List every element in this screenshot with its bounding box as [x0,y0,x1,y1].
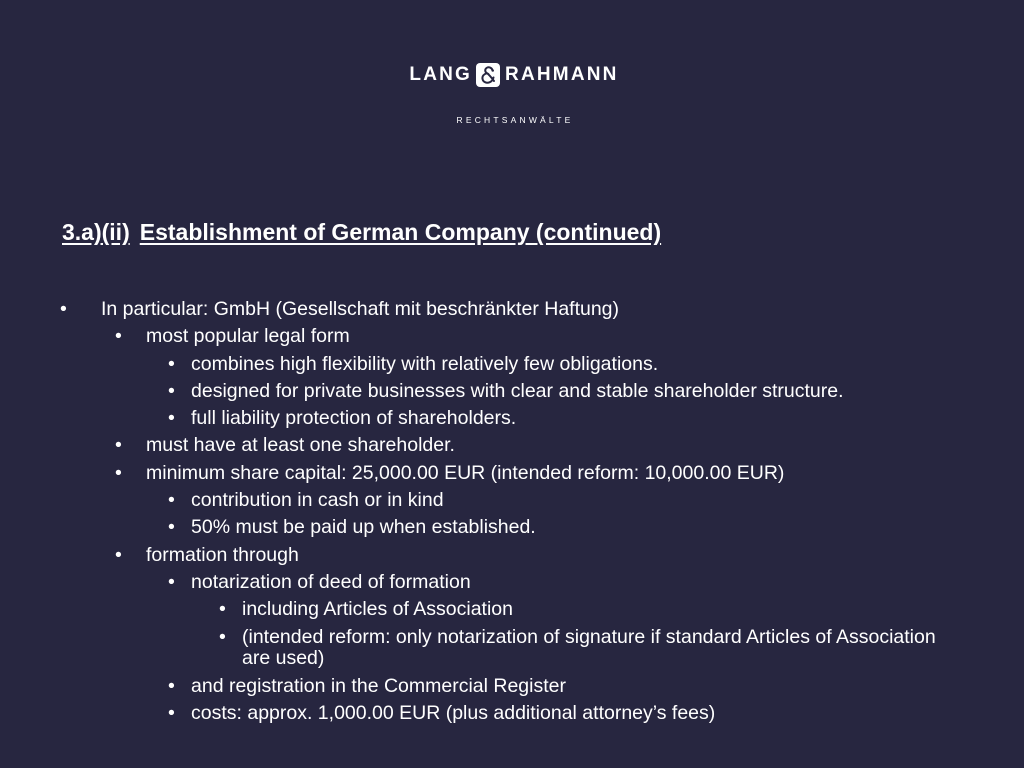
list-item-text: In particular: GmbH (Gesellschaft mit beschränkter Haftung) [101,298,620,320]
list-item [0,542,1024,569]
list-item [0,487,1024,514]
list-item-text: notarization of deed of formation [191,570,471,593]
list-item [0,405,1024,432]
bullet-dot: • [115,434,122,457]
list-item [0,700,1024,727]
bullet-dot: • [168,352,175,375]
list-item [0,596,1024,623]
list-item [0,351,1024,378]
list-item [0,624,1024,673]
list-item-text: formation through [146,543,299,566]
bullet-dot: • [168,379,175,402]
logo-right-word: RAHMANN [505,64,619,85]
bullet-dot: • [115,325,122,348]
bullet-dot: • [115,461,122,484]
heading-number: 3.a)(ii) [62,219,130,245]
bullet-dot: • [168,516,175,539]
list-item-text: full liability protection of shareholders. [191,407,517,430]
logo-left-word: LANG [409,64,473,85]
list-item-text: combines high flexibility with relatively few obligations. [191,352,659,375]
logo-wordmark [409,62,618,88]
bullet-dot: • [219,625,226,648]
logo-subtitle: RECHTSANWÄLTE [456,115,574,125]
list-item [0,296,1024,323]
list-item-text: designed for private businesses with clear and stable shareholder structure. [191,379,844,402]
list-item [0,569,1024,596]
bullet-dot: • [168,701,175,724]
bullet-dot: • [168,489,175,512]
list-item [0,460,1024,487]
bullet-dot: • [219,598,226,621]
ampersand-emblem-icon [475,62,501,88]
list-item [0,323,1024,350]
list-item-text: (intended reform: only notarization of signature if standard Articles of Association are used) [242,625,936,670]
list-item [0,432,1024,459]
bullet-dot: • [168,407,175,430]
list-item-text: including Articles of Association [242,598,513,621]
firm-logo [0,62,1024,88]
list-item-text: 50% must be paid up when established. [191,516,536,539]
bullet-list [0,296,1024,727]
list-item-text: minimum share capital: 25,000.00 EUR (intended reform: 10,000.00 EUR) [146,461,785,484]
list-item [0,514,1024,541]
heading-title: Establishment of German Company (continued) [139,219,662,245]
list-item-text: must have at least one shareholder. [146,434,455,457]
list-item-text: contribution in cash or in kind [191,489,444,512]
list-item-text: and registration in the Commercial Register [191,674,566,697]
list-item [0,378,1024,405]
bullet-dot: • [60,298,67,320]
bullet-dot: • [115,543,122,566]
bullet-dot: • [168,570,175,593]
list-item [0,673,1024,700]
list-item-text: most popular legal form [146,325,350,348]
slide-heading [62,219,661,246]
list-item-text: costs: approx. 1,000.00 EUR (plus additional attorney’s fees) [191,701,716,724]
bullet-dot: • [168,674,175,697]
